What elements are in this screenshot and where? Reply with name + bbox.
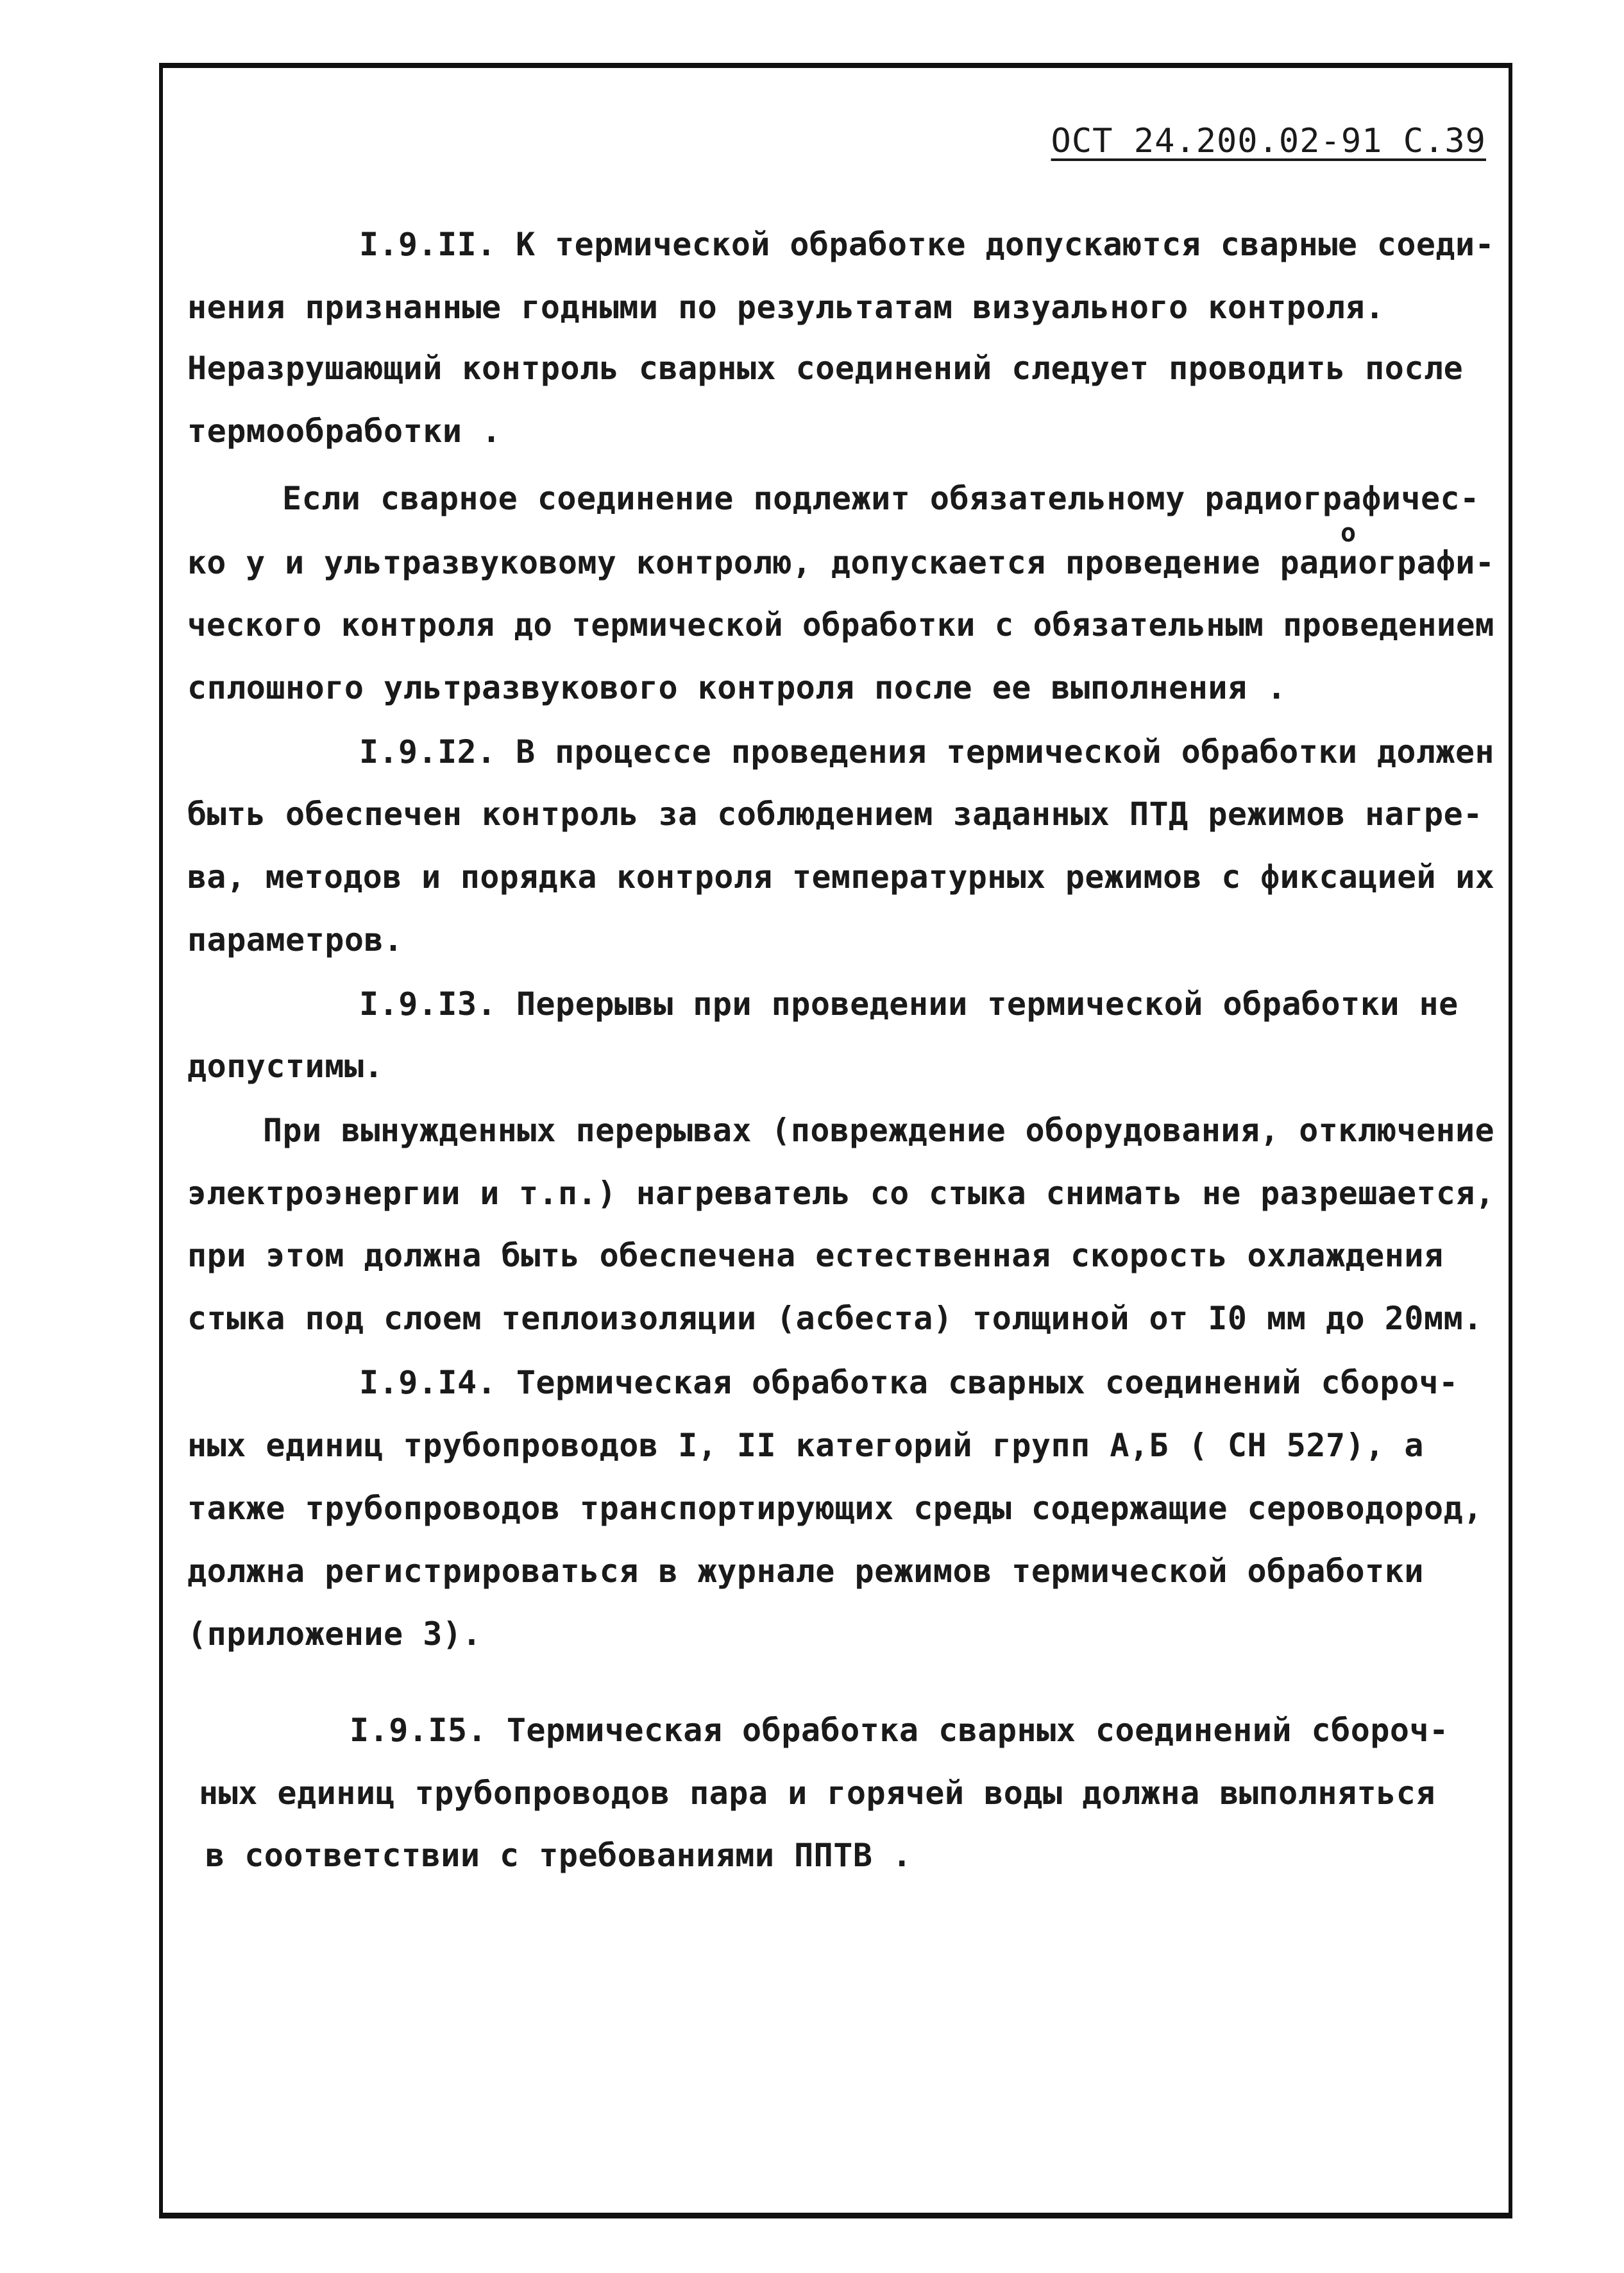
text-line: ко у и ультразвуковому контролю, допускается проведение радиографи- bbox=[187, 544, 1495, 581]
text-line: при этом должна быть обеспечена естественная скорость охлаждения bbox=[187, 1237, 1444, 1274]
text-line: При вынужденных перерывах (повреждение оборудования, отключение bbox=[263, 1112, 1495, 1149]
text-line: должна регистрироваться в журнале режимов термической обработки bbox=[187, 1553, 1424, 1590]
document-header: ОСТ 24.200.02-91 С.39 bbox=[1051, 122, 1486, 160]
text-line: также трубопроводов транспортирующих среды содержащие сероводород, bbox=[187, 1490, 1483, 1527]
text-line: (приложение 3). bbox=[187, 1615, 482, 1653]
text-line: ных единиц трубопроводов пара и горячей воды должна выполняться bbox=[199, 1775, 1435, 1812]
text-line: допустимы. bbox=[187, 1048, 384, 1085]
text-line: параметров. bbox=[187, 921, 403, 958]
text-line: ва, методов и порядка контроля температурных режимов с фиксацией их bbox=[187, 858, 1495, 896]
text-line: Если сварное соединение подлежит обязательному радиографичес- bbox=[282, 480, 1480, 517]
text-line: стыка под слоем теплоизоляции (асбеста) толщиной от I0 мм до 20мм. bbox=[187, 1300, 1483, 1337]
text-line: I.9.I4. Термическая обработка сварных соединений сбороч- bbox=[359, 1364, 1459, 1401]
text-line: Неразрушающий контроль сварных соединений следует проводить после bbox=[187, 350, 1464, 387]
text-line: нения признанные годными по результатам визуального контроля. bbox=[187, 289, 1385, 326]
text-line: I.9.I3. Перерывы при проведении термической обработки не bbox=[359, 985, 1459, 1023]
text-line: ческого контроля до термической обработки с обязательным проведением bbox=[187, 606, 1494, 643]
text-line: электроэнергии и т.п.) нагреватель со стыка снимать не разрешается, bbox=[187, 1175, 1495, 1212]
text-line: сплошного ультразвукового контроля после ее выполнения . bbox=[187, 669, 1287, 706]
text-line: термообработки . bbox=[187, 413, 502, 450]
handwritten-correction: о bbox=[1341, 518, 1357, 548]
text-line: быть обеспечен контроль за соблюдением заданных ПТД режимов нагре- bbox=[187, 796, 1483, 833]
text-line: I.9.II. К термической обработке допускаются сварные соеди- bbox=[359, 226, 1494, 263]
text-line: в соответствии с требованиями ППТВ . bbox=[205, 1837, 912, 1874]
text-line: I.9.I2. В процессе проведения термической обработки должен bbox=[359, 733, 1494, 770]
text-line: I.9.I5. Термическая обработка сварных соединений сбороч- bbox=[350, 1712, 1449, 1749]
text-line: ных единиц трубопроводов I, II категорий групп А,Б ( СН 527), а bbox=[187, 1427, 1424, 1464]
